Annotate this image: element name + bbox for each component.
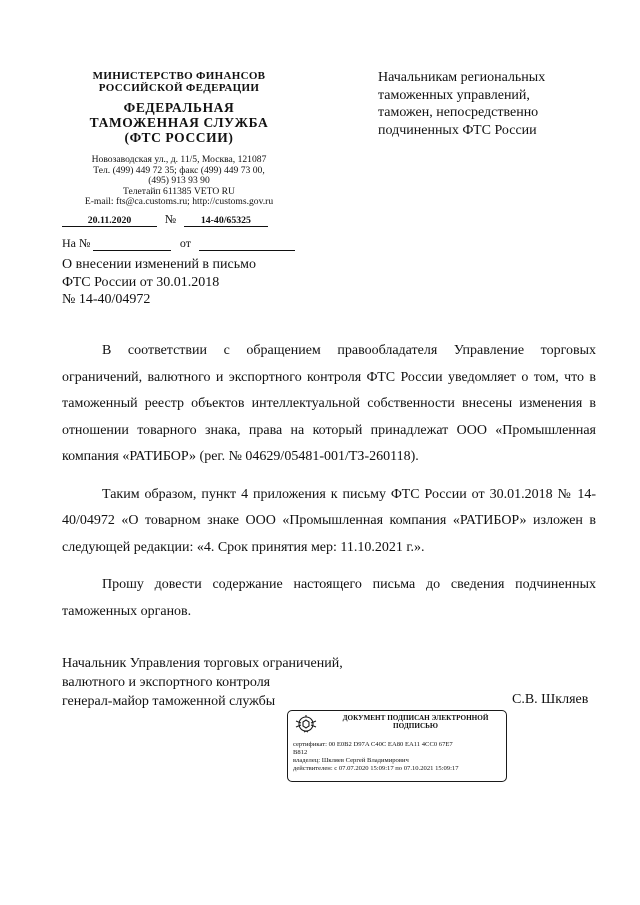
stamp-owner: владелец: Шкляев Сергей Владимирович (293, 757, 409, 764)
ref-from-label: от (179, 236, 191, 250)
stamp-title: ДОКУМЕНТ ПОДПИСАН ЭЛЕКТРОННОЙ ПОДПИСЬЮ (342, 714, 489, 731)
agency-name: ФЕДЕРАЛЬНАЯ ТАМОЖЕННАЯ СЛУЖБА (ФТС РОССИИ) (89, 100, 269, 145)
electronic-signature-stamp (287, 710, 507, 782)
ministry-name: МИНИСТЕРСТВО ФИНАНСОВ РОССИЙСКОЙ ФЕДЕРАЦИИ (92, 70, 266, 94)
body-paragraph-2: Таким образом, пункт 4 приложения к письму ФТС России от 30.01.2018 № 14-40/04972 «О товарном знаке ООО «Промышленная компания «РАТИБОР» изложен в следующей редакции: «4. Срок принятия мер: 11.10.2021 г.». (62, 486, 596, 555)
reference-line (62, 236, 295, 251)
stamp-certificate-cont: B812 (293, 749, 308, 756)
addressee: Начальникам региональных таможенных управлений, таможен, непосредственно подчиненных ФТС России (378, 70, 546, 138)
signatory-title: Начальник Управления торговых ограничений, валютного и экспортного контроля генерал-майор таможенной службы (62, 656, 343, 709)
ref-label: На № (62, 236, 91, 250)
document-date: 20.11.2020 (62, 215, 157, 227)
letter-subject: О внесении изменений в письмо ФТС России от 30.01.2018 № 14-40/04972 (62, 257, 256, 307)
body-paragraph-3: Прошу довести содержание настоящего письма до сведения подчиненных таможенных органов. (62, 577, 596, 619)
body-paragraph-1: В соответствии с обращением правообладателя Управление торговых ограничений, валютного и экспортного контроля ФТС России уведомляет о том, что в таможенный реестр объектов интеллектуальной собственности внесены изменения в отношении товарного знака, права на который принадлежат ООО «Промышленная компания «РАТИБОР» (рег. № 04629/05481-001/ТЗ-260118). (62, 343, 596, 464)
number-sign: № (164, 212, 177, 226)
letterhead (50, 70, 308, 208)
stamp-certificate: сертификат: 00 E0B2 D97A C40C EA80 EA11 4CC0 67E7 (293, 741, 453, 748)
ref-number-field (93, 237, 171, 251)
letter-body (62, 338, 596, 625)
document-number: 14-40/65325 (184, 215, 268, 227)
document-date-number (62, 212, 268, 227)
stamp-validity: действителен: с 07.07.2020 15:09:17 по 07.10.2021 15:09:17 (293, 765, 459, 772)
agency-address: Новозаводская ул., д. 11/5, Москва, 121087 Тел. (499) 449 72 35; факс (499) 449 73 00, (495) 913 93 90 Телетайп 611385 VETO RU E-mail: fts@ca.customs.ru; http://customs.gov.ru (84, 154, 274, 207)
emblem-icon (293, 714, 319, 734)
stamp-details (293, 741, 503, 773)
signatory-name: С.В. Шкляев (512, 692, 589, 707)
ref-date-field (199, 237, 295, 251)
